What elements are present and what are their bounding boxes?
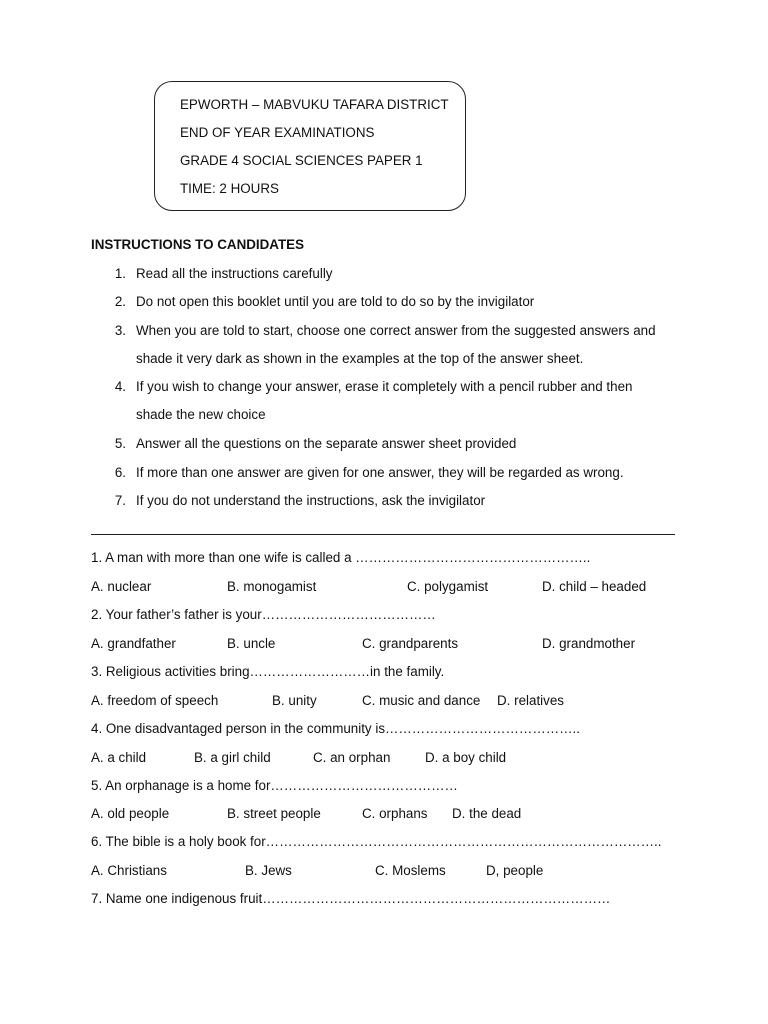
answer-option: D. relatives bbox=[497, 693, 564, 708]
exam-header-box bbox=[154, 81, 466, 211]
instruction-number: 7. bbox=[114, 493, 126, 508]
question-text: 3. Religious activities bring………………………in the family. bbox=[91, 664, 445, 679]
question-text: 7. Name one indigenous fruit…………………………………………………………………… bbox=[91, 891, 611, 906]
answer-option: A. freedom of speech bbox=[91, 693, 219, 708]
answer-option: B. a girl child bbox=[194, 750, 271, 765]
answer-option: C. Moslems bbox=[375, 863, 446, 878]
instruction-number: 6. bbox=[114, 465, 126, 480]
grade-paper: GRADE 4 SOCIAL SCIENCES PAPER 1 bbox=[180, 153, 423, 168]
instruction-number: 5. bbox=[114, 436, 126, 451]
question-text: 5. An orphanage is a home for…………………………………… bbox=[91, 778, 458, 793]
instruction-text: If you do not understand the instructions, ask the invigilator bbox=[136, 493, 486, 508]
instruction-number: 2. bbox=[114, 294, 126, 309]
answer-option: C. polygamist bbox=[407, 579, 489, 594]
instruction-text: shade the new choice bbox=[136, 407, 266, 422]
time-allowed: TIME: 2 HOURS bbox=[180, 181, 279, 196]
instruction-number: 4. bbox=[114, 379, 126, 394]
question-text: 4. One disadvantaged person in the community is…………………………………….. bbox=[91, 721, 580, 736]
answer-option: D. child – headed bbox=[542, 579, 647, 594]
answer-option: A. Christians bbox=[91, 863, 167, 878]
instruction-text: If you wish to change your answer, erase it completely with a pencil rubber and then bbox=[136, 379, 633, 394]
answer-option: A. a child bbox=[91, 750, 147, 765]
answer-option: C. grandparents bbox=[362, 636, 459, 651]
answer-option: A. old people bbox=[91, 806, 170, 821]
answer-option: A. grandfather bbox=[91, 636, 176, 651]
answer-option: C. music and dance bbox=[362, 693, 481, 708]
exam-title: END OF YEAR EXAMINATIONS bbox=[180, 125, 375, 140]
answer-option: B. monogamist bbox=[227, 579, 317, 594]
instruction-number: 3. bbox=[114, 323, 126, 338]
instructions-heading: INSTRUCTIONS TO CANDIDATES bbox=[91, 237, 305, 252]
answer-option: C. an orphan bbox=[313, 750, 391, 765]
answer-option: B. Jews bbox=[245, 863, 292, 878]
answer-option: C. orphans bbox=[362, 806, 428, 821]
question-text: 1. A man with more than one wife is called a …………………………………………….. bbox=[91, 550, 591, 565]
instruction-text: Do not open this booklet until you are told to do so by the invigilator bbox=[136, 294, 535, 309]
instruction-text: Read all the instructions carefully bbox=[136, 266, 333, 281]
instruction-text: When you are told to start, choose one correct answer from the suggested answers and bbox=[136, 323, 656, 338]
question-text: 6. The bible is a holy book for…………………………………………………………………………….. bbox=[91, 834, 662, 849]
instruction-text: shade it very dark as shown in the examples at the top of the answer sheet. bbox=[136, 351, 584, 366]
question-text: 2. Your father’s father is your………………………………… bbox=[91, 607, 436, 622]
instruction-text: If more than one answer are given for one answer, they will be regarded as wrong. bbox=[136, 465, 624, 480]
answer-option: B. street people bbox=[227, 806, 321, 821]
district-title: EPWORTH – MABVUKU TAFARA DISTRICT bbox=[180, 97, 449, 112]
answer-option: B. uncle bbox=[227, 636, 276, 651]
answer-option: A. nuclear bbox=[91, 579, 152, 594]
answer-option: D. grandmother bbox=[542, 636, 636, 651]
instruction-text: Answer all the questions on the separate answer sheet provided bbox=[136, 436, 517, 451]
section-divider bbox=[91, 534, 675, 535]
answer-option: D, people bbox=[486, 863, 544, 878]
answer-option: D. the dead bbox=[452, 806, 522, 821]
answer-option: B. unity bbox=[272, 693, 317, 708]
instruction-number: 1. bbox=[114, 266, 126, 281]
answer-option: D. a boy child bbox=[425, 750, 507, 765]
